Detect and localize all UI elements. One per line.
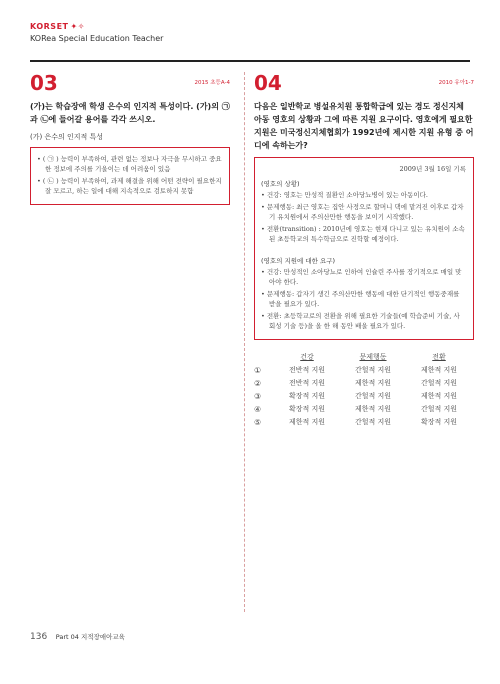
option-cell: 간헐적 지원 bbox=[354, 392, 392, 400]
question-03 bbox=[30, 72, 230, 205]
page-number: 136 bbox=[30, 632, 48, 642]
list-item: • 전환: 초등학교로의 전환을 위해 필요한 기술들(예 학습준비 기술, 사회성 기술 등)을 올 한 해 동안 배울 필요가 있다. bbox=[261, 312, 460, 330]
option-cell: 제한적 지원 bbox=[420, 392, 458, 400]
option-number: ⑤ bbox=[254, 417, 262, 427]
option-cell: 간헐적 지원 bbox=[354, 418, 392, 426]
list-item: • ( ㉠ ) 능력이 부족하여, 관련 없는 정보나 자극을 무시하고 중요한 정보에 주의를 기울이는 데 어려움이 있음 bbox=[37, 155, 222, 173]
answer-option[interactable] bbox=[254, 365, 474, 375]
answer-option[interactable] bbox=[254, 417, 474, 427]
option-cell: 전반적 지원 bbox=[288, 379, 326, 387]
option-cell: 간헐적 지원 bbox=[354, 366, 392, 374]
answer-header-cell: 전환 bbox=[432, 353, 446, 361]
header-subtitle: KORea Special Education Teacher bbox=[30, 34, 164, 43]
option-cell: 제한적 지원 bbox=[288, 418, 326, 426]
option-cell: 제한적 지원 bbox=[354, 405, 392, 413]
list-item: • 전환(transition) : 2010년에 영호는 현재 다니고 있는 유치원이 소속된 초등학교의 특수학급으로 진학할 예정이다. bbox=[261, 225, 465, 243]
part-label: Part 04 지적장애아교육 bbox=[55, 633, 125, 641]
record-date: 2009년 3월 16일 기록 bbox=[399, 165, 466, 173]
traits-box bbox=[30, 147, 230, 205]
option-cell: 확장적 지원 bbox=[420, 418, 458, 426]
column-divider bbox=[244, 72, 245, 612]
sublabel: (가) 은수의 인지적 특성 bbox=[30, 133, 103, 141]
question-04 bbox=[254, 72, 474, 427]
list-item: • ( ㉡ ) 능력이 부족하여, 과제 해결을 위해 어떤 전략이 필요한지 잘 모르고, 하는 일에 대해 지속적으로 검토하지 못함 bbox=[37, 177, 222, 195]
question-number: 03 bbox=[30, 71, 58, 95]
header-rule bbox=[30, 60, 470, 62]
list-item: • 문제행동: 최근 영호는 집안 사정으로 할머니 댁에 맡겨진 이후로 갑자기 유치원에서 주의산만한 행동을 보이기 시작했다. bbox=[261, 203, 464, 221]
option-cell: 제한적 지원 bbox=[354, 379, 392, 387]
question-text: (가)는 학습장애 학생 은수의 인지적 특성이다. (가)의 ㉠과 ㉡에 들어갈 용어를 각각 쓰시오. bbox=[30, 102, 230, 124]
option-cell: 제한적 지원 bbox=[420, 366, 458, 374]
question-text: 다음은 일반학교 병설유치원 통합학급에 있는 경도 정신지체 아동 영호의 상황과 그에 따른 지원 요구이다. 영호에게 필요한 지원은 미국정신지체협회가 1992년에 제시한 지원 유형 중 어디에 속하는가? bbox=[254, 102, 474, 150]
question-number: 04 bbox=[254, 71, 282, 95]
list-item: • 문제행동: 갑자기 생긴 주의산만한 행동에 대한 단기적인 행동중재를 받을 필요가 있다. bbox=[261, 290, 460, 308]
needs-heading: (영호의 지원에 대한 요구) bbox=[261, 257, 336, 265]
list-item: • 건강: 만성적인 소아당뇨로 인하여 인슐린 주사를 장기적으로 매일 맞아야 한다. bbox=[261, 268, 462, 286]
option-number: ① bbox=[254, 365, 262, 375]
question-source: 2015 초등A-4 bbox=[194, 80, 230, 86]
option-cell: 간헐적 지원 bbox=[420, 379, 458, 387]
option-number: ③ bbox=[254, 391, 262, 401]
record-box bbox=[254, 157, 474, 340]
situation-heading: (영호의 상황) bbox=[261, 180, 300, 188]
answer-option[interactable] bbox=[254, 391, 474, 401]
list-item: • 건강: 영호는 만성적 질환인 소아당뇨병이 있는 아동이다. bbox=[261, 191, 428, 199]
answer-option[interactable] bbox=[254, 404, 474, 414]
option-number: ② bbox=[254, 378, 262, 388]
answer-option[interactable] bbox=[254, 378, 474, 388]
answer-header-cell: 건강 bbox=[300, 353, 314, 361]
option-number: ④ bbox=[254, 404, 262, 414]
option-cell: 전반적 지원 bbox=[288, 366, 326, 374]
logo: KORSET ✦✧ bbox=[30, 22, 85, 31]
logo-stars-icon: ✦✧ bbox=[70, 22, 85, 31]
option-cell: 확장적 지원 bbox=[288, 405, 326, 413]
answer-header bbox=[274, 352, 474, 362]
page-footer bbox=[30, 632, 125, 642]
option-cell: 확장적 지원 bbox=[288, 392, 326, 400]
question-source: 2010 유아1-7 bbox=[438, 80, 474, 86]
answer-header-cell: 문제행동 bbox=[359, 353, 387, 361]
option-cell: 간헐적 지원 bbox=[420, 405, 458, 413]
